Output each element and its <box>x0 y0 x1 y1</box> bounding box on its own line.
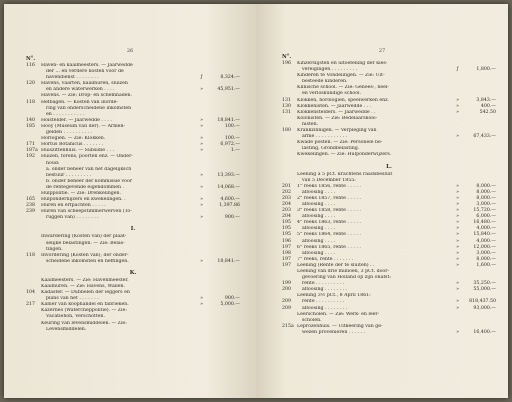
book-spread <box>4 4 508 398</box>
entry-description: Kazernes (Watercheppolitie). — Zie: <box>41 308 127 314</box>
entry-description: gevoering van Holland op zijn onafst: <box>302 275 391 281</box>
entry-description: Leprozenhuis. — Uitkeering van ge- <box>297 323 383 329</box>
entry-description: vereigingen . . . . . . . . . <box>302 67 358 73</box>
entry-description: afloosing . . . . <box>302 189 336 195</box>
entry-number: 239 <box>26 209 35 215</box>
entry-description: selijke belastingen. — Zie: Belas- <box>46 240 125 246</box>
entry-description: 6° reeks 1865, rente . . . . . <box>297 244 361 250</box>
entry-amount: 1,600.— <box>476 262 496 268</box>
index-entry-row <box>26 327 240 333</box>
currency-mark: » <box>456 262 459 268</box>
page-number: 27 <box>378 48 386 54</box>
entry-number: 204 <box>282 214 291 220</box>
currency-mark: » <box>456 195 459 201</box>
entry-description: Kaaimuren. — Zie: Havens, Wallen. <box>41 284 126 289</box>
currency-mark: » <box>456 232 459 238</box>
entry-amount: 8,000.— <box>476 183 496 189</box>
entry-number: 140 <box>26 117 35 123</box>
entry-description: afloosing . . . . <box>302 226 336 232</box>
currency-mark: ƒ <box>200 75 203 81</box>
entry-description: scheidene inkomsten en heffingen. <box>46 258 129 264</box>
entry-description: Leening 3½ pCt., 8 April 1861: <box>297 293 371 299</box>
entry-description: Huren van scheepstimmerwerven (To- <box>41 209 132 215</box>
right-index-list <box>282 54 496 336</box>
column-header: N°. <box>26 56 36 62</box>
currency-mark: » <box>456 287 459 293</box>
entry-number: 131 <box>282 97 291 103</box>
entry-amount: 16,400.— <box>473 329 496 335</box>
index-entry-row <box>282 330 496 336</box>
entry-description: Krankzinnigen. — Verpleging van <box>297 128 377 134</box>
entry-description: Invordering (Kosten van), der onder- <box>41 252 129 258</box>
entry-description: wezen provenieren . . . . . . <box>302 329 366 335</box>
entry-amount: 13,393.— <box>217 172 240 178</box>
entry-number: 196 <box>282 61 291 66</box>
entry-amount: 8,000.— <box>476 256 496 262</box>
entry-description: Horlogien. — Zie: Klokken. <box>41 136 106 142</box>
currency-mark: » <box>200 117 203 123</box>
entry-amount: 1,397.86 <box>219 203 240 209</box>
currency-mark: » <box>456 305 459 311</box>
entry-description: van 5 December 1855: <box>302 177 356 183</box>
entry-description: en verloskundige school. <box>302 91 361 97</box>
entry-description: ring van onderscheidene inkomsten <box>46 105 132 111</box>
entry-description: Kamer van koophandel en fabrieken. <box>41 302 129 308</box>
currency-mark: » <box>456 109 459 115</box>
entry-amount: 12,000.— <box>473 244 496 250</box>
entry-amount: 15,840.— <box>473 232 496 238</box>
entry-number: 215a <box>282 323 294 329</box>
currency-mark: » <box>456 220 459 226</box>
entry-number: 118 <box>26 252 35 258</box>
currency-mark: » <box>456 256 459 262</box>
entry-description: Leerscholen. — Zie: Werk- en leer- <box>297 311 380 317</box>
entry-amount: 35,250.— <box>473 281 496 287</box>
entry-description: 2° reeks 1857, rente . . . . . <box>297 195 361 201</box>
currency-mark: » <box>456 244 459 250</box>
entry-number: 197 <box>282 244 291 250</box>
entry-number: 195 <box>282 232 291 238</box>
section-letter-heading: K. <box>129 269 137 276</box>
entry-description: Hulpondernijzers en kwekelingen. . <box>41 197 126 203</box>
entry-description: afloosing . . . . . . . . <box>302 287 348 293</box>
currency-mark: » <box>456 329 459 335</box>
entry-number: 203 <box>282 195 291 201</box>
entry-number: 199 <box>282 281 291 287</box>
entry-number: 171 <box>26 142 35 148</box>
currency-mark: » <box>200 215 203 221</box>
entry-description: nisten. <box>302 121 319 127</box>
left-page <box>4 4 256 398</box>
currency-mark: » <box>200 123 203 129</box>
column-header: N°. <box>282 54 292 60</box>
currency-mark: » <box>200 302 203 308</box>
entry-description: lasting, Grondbelasting. <box>302 146 360 152</box>
entry-amount: 6,972.— <box>220 142 240 148</box>
entry-description: 4° reeks 1863, rente . . . . . <box>297 220 361 226</box>
currency-mark: » <box>456 238 459 244</box>
entry-description: Hooy (Museum van der). — Armen- <box>41 123 126 129</box>
entry-amount: 1,800.— <box>476 67 496 73</box>
entry-number: 203 <box>282 208 291 214</box>
entry-amount: 15,720.— <box>473 208 496 214</box>
entry-description: Klokkenstelders. — Jaarwedde . . <box>297 109 376 115</box>
entry-amount: 542.50 <box>479 109 496 115</box>
entry-description: en andere waterwerken . . . . <box>46 87 115 93</box>
section-letter-heading: L. <box>386 163 392 170</box>
currency-mark: » <box>456 226 459 232</box>
entry-number: 120 <box>26 81 35 87</box>
entry-description: bestuur . . . . . . . . . <box>46 172 92 178</box>
entry-description: arme . . . . . . . . . . . <box>302 134 348 140</box>
currency-mark: » <box>200 184 203 190</box>
entry-description: Vacatiehon, Verschotten. <box>46 314 106 320</box>
entry-amount: 100.— <box>224 123 240 129</box>
entry-number: 130 <box>282 103 291 109</box>
currency-mark: » <box>200 172 203 178</box>
currency-mark: » <box>456 299 459 305</box>
currency-mark: » <box>456 214 459 220</box>
entry-description: de rentegevende eigendommen . <box>46 184 124 190</box>
currency-mark: » <box>456 281 459 287</box>
currency-mark: » <box>456 134 459 140</box>
currency-mark: » <box>456 103 459 109</box>
entry-amount: 3,843.— <box>476 97 496 103</box>
currency-mark: ƒ <box>456 67 459 73</box>
entry-amount: 14,068.— <box>217 184 240 190</box>
currency-mark: » <box>200 142 203 148</box>
entry-description: Hefbagen. — Kosten van inorde- <box>41 99 119 105</box>
index-entry-row <box>26 215 240 221</box>
entry-description: der ... en verdere kosten voor de <box>46 69 124 75</box>
entry-description: houd: <box>46 160 60 166</box>
entry-description: Hortus Botanicus . . . . . . . <box>41 142 104 148</box>
entry-description: ruggen van) . . . . . . . . <box>46 215 99 221</box>
entry-description: havendienst . . . . . . . . <box>46 75 99 81</box>
entry-description: gelden . . . . . . . . . . <box>46 130 92 136</box>
entry-description: afloosing . . . . . . . . <box>302 305 348 311</box>
entry-description: Haven- en kaaimeesters. — Jaarwedde <box>41 63 133 68</box>
entry-description: plans van het . . . . . . . <box>46 296 99 302</box>
entry-description: Leening à 5 pCt. krachtens raadsbesluit <box>297 171 393 177</box>
entry-number: 195 <box>282 226 291 232</box>
entry-description: Huren en erfpachten . . . . . <box>41 203 106 209</box>
currency-mark: » <box>456 250 459 256</box>
entry-description: Keuring van levensmiddelen. — Zie: <box>41 320 127 326</box>
currency-mark: » <box>200 258 203 264</box>
entry-number: 202 <box>282 189 291 195</box>
entry-number: 198 <box>282 250 291 256</box>
right-page <box>256 4 508 398</box>
entry-number: 165 <box>26 197 35 203</box>
entry-amount: 93,000.— <box>473 305 496 311</box>
entry-amount: 16,480.— <box>473 220 496 226</box>
entry-amount: 400.— <box>480 103 496 109</box>
entry-description: 7° reeks, rente . . . . . . . <box>297 256 354 262</box>
entry-amount: 4,600.— <box>220 197 240 203</box>
index-entry-row <box>26 259 240 265</box>
entry-amount: 900.— <box>224 215 240 221</box>
entry-amount: 67,433.— <box>473 134 496 140</box>
currency-mark: » <box>456 208 459 214</box>
entry-number: 185 <box>26 123 35 129</box>
entry-number: 200 <box>282 287 291 293</box>
entry-number: 192 <box>26 154 35 160</box>
entry-amount: 900.— <box>224 296 240 302</box>
entry-description: Havens, vaarten, kaaimuren, sluizen <box>41 81 128 87</box>
left-index-list <box>26 56 240 333</box>
entry-number: 195 <box>282 220 291 226</box>
entry-description: Hoistelder. — Jaarwedde . . . . <box>41 117 112 123</box>
entry-amount: 5,000.— <box>220 302 240 308</box>
entry-number: 217 <box>26 302 35 308</box>
entry-description: afloosing . . . . <box>302 214 336 220</box>
entry-amount: 6,000.— <box>476 214 496 220</box>
entry-description: besteede kinderen. <box>302 79 348 85</box>
entry-number: 201 <box>282 183 291 189</box>
entry-amount: 45,951.— <box>217 87 240 93</box>
entry-description: rente . . . . . . . . . . <box>302 281 345 287</box>
entry-description: Kwekelingen. — Zie: Hulponderwijzers. <box>297 152 392 158</box>
entry-description: Huizen, torens, poorten enz. — Onder- <box>41 154 133 160</box>
section-letter-heading: I. <box>130 226 136 233</box>
entry-amount: 818,437.50 <box>469 299 496 305</box>
entry-number: 180 <box>282 128 291 134</box>
entry-amount: 3,000.— <box>476 201 496 207</box>
entry-description: Huiszittenhuis. — Subsidie . . . <box>41 148 114 154</box>
currency-mark: » <box>200 87 203 93</box>
entry-description: 1° reeks 1856, rente . . . . . <box>297 183 361 189</box>
entry-number: 118 <box>26 99 35 105</box>
entry-amount: 18,841.— <box>217 117 240 123</box>
entry-description: Kolonisten. — Zie: Bedelaarskolo- <box>297 115 378 121</box>
entry-description: Klokken, horologien, speelwerken enz. <box>297 97 390 103</box>
entry-description: Kinderen te Vondelingen. — Zie: Uit- <box>297 73 385 79</box>
entry-amount: 1.— <box>230 148 240 154</box>
page-number: 26 <box>126 48 134 54</box>
entry-number: 131 <box>282 109 291 115</box>
entry-description: b. onder beheer der kommissie voor <box>46 178 133 184</box>
entry-amount: 4,000.— <box>476 238 496 244</box>
entry-description: Kwade posten. — Zie: Personele be- <box>297 140 383 146</box>
entry-description: a. onder beheer van het dagelijksch <box>46 166 132 172</box>
entry-description: 3° reeks 1858, rente . . . . . <box>297 208 361 214</box>
entry-number: 187a <box>26 148 38 154</box>
entry-amount: 55,000.— <box>473 287 496 293</box>
entry-number: 204 <box>282 201 291 207</box>
currency-mark: » <box>456 97 459 103</box>
entry-number: 238 <box>26 203 35 209</box>
entry-description: afloosing . . . . <box>302 238 336 244</box>
entry-description: afloosing . . . . <box>302 201 336 207</box>
currency-mark: » <box>200 296 203 302</box>
entry-description: Leening (Rente der te sluiten) . . <box>297 262 375 268</box>
currency-mark: » <box>456 183 459 189</box>
currency-mark: » <box>456 201 459 207</box>
entry-amount: 8,000.— <box>476 189 496 195</box>
entry-description: tingen. <box>46 246 63 252</box>
entry-number: 197 <box>282 262 291 268</box>
entry-description: Klokkenisten. — Jaarwedde . . . <box>297 103 372 109</box>
entry-amount: 8,324.— <box>220 75 240 81</box>
entry-number: 209 <box>282 305 291 311</box>
entry-amount: 18,841.— <box>217 258 240 264</box>
entry-description: Klinische school. — Zie: Genees-, heel- <box>297 85 389 91</box>
entry-amount: 8,000.— <box>476 195 496 201</box>
entry-description: Havens. — Zie: Drop- en schemhaden. <box>41 93 133 99</box>
entry-description: Leening van drie millioen, 3 pCt. door- <box>297 269 390 274</box>
entry-description: Inwardering (Kosten van) der plaat- <box>41 234 127 240</box>
entry-number: 104 <box>26 290 35 296</box>
entry-description: scholen. <box>302 317 322 323</box>
entry-amount: 4,000.— <box>476 226 496 232</box>
currency-mark: » <box>200 203 203 209</box>
entry-description: Kinzerslijsten en uitoefening der kies- <box>297 61 388 66</box>
entry-description: 5° reeks 1864, rente . . . . . <box>297 232 361 238</box>
entry-number: 197 <box>282 256 291 262</box>
entry-description: Kadaster. — Dubbelen der leggers en <box>41 290 130 296</box>
entry-description: en . . . . . . . . . . . <box>46 111 85 117</box>
currency-mark: » <box>456 189 459 195</box>
entry-description: Kaaimeesters. — Zie: Havenmeester. <box>41 277 129 283</box>
currency-mark: » <box>200 197 203 203</box>
entry-description: rente . . . . . . . . . . <box>302 299 345 305</box>
currency-mark: » <box>200 136 203 142</box>
entry-number: 209 <box>282 299 291 305</box>
entry-amount: 3,000.— <box>476 250 496 256</box>
entry-number: 196 <box>282 238 291 244</box>
entry-number: 116 <box>26 63 35 68</box>
entry-description: afloosing . . . . <box>302 250 336 256</box>
entry-description: Levensmiddelen. <box>46 326 87 332</box>
entry-description: Hulppolitie. — Zie: Drenkelingen. <box>41 190 122 196</box>
currency-mark: » <box>200 148 203 154</box>
entry-amount: 100.— <box>224 136 240 142</box>
